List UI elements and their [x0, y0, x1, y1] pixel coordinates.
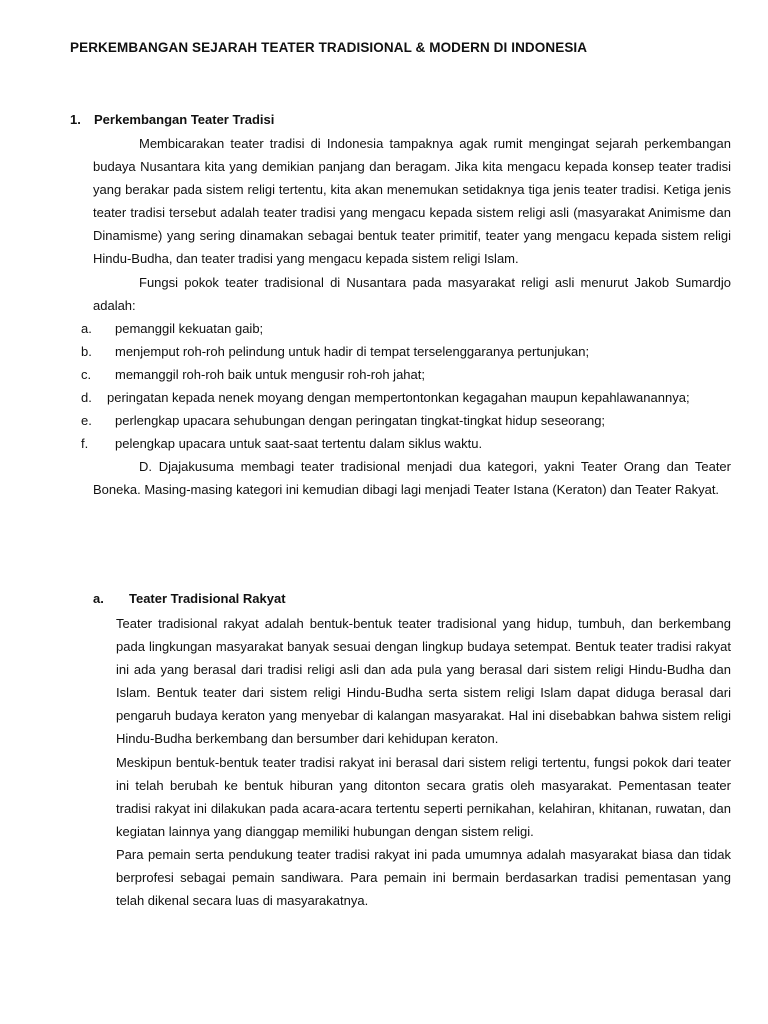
- list-marker: f.: [81, 436, 89, 452]
- functions-list: [81, 317, 731, 456]
- section-1-paragraph-2: Fungsi pokok teater tradisional di Nusantara pada masyarakat religi asli menurut Jakob Sumardjo adalah:: [93, 274, 731, 313]
- list-item: [53, 317, 731, 340]
- list-item: [53, 432, 731, 455]
- list-item-text: pemanggil kekuatan gaib;: [115, 320, 264, 336]
- list-marker: b.: [81, 343, 92, 359]
- list-item: [53, 386, 731, 409]
- list-item-text: peringatan kepada nenek moyang dengan mempertontonkan kegagahan maupun kepahlawanannya;: [107, 390, 690, 406]
- list-item-text: memanggil roh-roh baik untuk mengusir roh-roh jahat;: [115, 366, 425, 382]
- list-marker: d.: [81, 390, 92, 406]
- section-1-number: 1.: [70, 112, 81, 127]
- document-title: PERKEMBANGAN SEJARAH TEATER TRADISIONAL & MODERN DI INDONESIA: [70, 40, 588, 55]
- subsection-a-paragraph-1: Teater tradisional rakyat adalah bentuk-bentuk teater tradisional yang hidup, tumbuh, dan berkembang pada lingkungan masyarakat banyak sesuai dengan lingkup budaya setempat. Bentuk teater tradisi rakyat ini ada yang berasal dari tradisi religi asli dan ada pula yang berasal dari sistem religi Hindu-Budha dan Islam. Bentuk teater dari sistem religi Hindu-Budha serta sistem religi Islam dapat diduga berasal dari pengaruh budaya keraton yang menyebar di kalangan masyarakat. Hal ini disebabkan bahwa sistem religi Hindu-Budha berkembang dan bersumber dari kehidupan keraton.: [116, 616, 731, 747]
- section-1-paragraph-1: Membicarakan teater tradisi di Indonesia tampaknya agak rumit mengingat sejarah perkembangan budaya Nusantara kita yang demikian panjang dan beragam. Jika kita mengacu kepada konsep teater tradisi yang berakar pada sistem religi tertentu, kita akan menemukan setidaknya tiga jenis teater tradisi. Ketiga jenis teater tradisi tersebut adalah teater tradisi yang mengacu kepada sistem religi asli (masyarakat Animisme dan Dinamisme) yang sering dinamakan sebagai bentuk teater primitif, teater yang mengacu kepada sistem religi Hindu-Budha, dan teater tradisi yang mengacu kepada sistem religi Islam.: [93, 136, 731, 267]
- subsection-a-body: [116, 612, 731, 912]
- section-1-paragraph-3: D. Djajakusuma membagi teater tradisional menjadi dua kategori, yakni Teater Orang dan Teater Boneka. Masing-masing kategori ini kemudian dibagi lagi menjadi Teater Istana (Keraton) dan Teater Rakyat.: [93, 459, 731, 498]
- subsection-a-paragraph-3: Para pemain serta pendukung teater tradisi rakyat ini pada umumnya adalah masyarakat biasa dan tidak berprofesi sebagai pemain sandiwara. Para pemain ini bermain berdasarkan tradisi pementasan yang telah dikenal secara luas di masyarakatnya.: [116, 846, 731, 909]
- list-marker: a.: [81, 320, 92, 336]
- list-item-text: pelengkap upacara untuk saat-saat tertentu dalam siklus waktu.: [115, 436, 483, 452]
- section-1-heading: [70, 112, 274, 127]
- list-item: [53, 340, 731, 363]
- subsection-a-number: a.: [93, 591, 104, 606]
- subsection-a-title: Teater Tradisional Rakyat: [129, 591, 286, 606]
- list-item-text: menjemput roh-roh pelindung untuk hadir di tempat terselenggaranya pertunjukan;: [115, 343, 590, 359]
- list-marker: c.: [81, 366, 92, 382]
- list-item: [53, 409, 731, 432]
- list-item: [53, 363, 731, 386]
- section-1-body: [81, 132, 731, 502]
- list-marker: e.: [81, 413, 92, 429]
- list-item-text: perlengkap upacara sehubungan dengan peringatan tingkat-tingkat hidup seseorang;: [115, 413, 606, 429]
- subsection-a-heading: [93, 591, 286, 606]
- subsection-a-paragraph-2: Meskipun bentuk-bentuk teater tradisi rakyat ini berasal dari sistem religi tertentu, fungsi pokok dari teater ini telah berubah ke bentuk hiburan yang ditonton secara gratis oleh masyarakat. Pementasan teater tradisi rakyat ini dilakukan pada acara-acara tertentu seperti pernikahan, kelahiran, khitanan, ruwatan, dan kegiatan lainnya yang dianggap memiliki hubungan dengan sistem religi.: [116, 754, 731, 839]
- section-1-title: Perkembangan Teater Tradisi: [94, 112, 275, 127]
